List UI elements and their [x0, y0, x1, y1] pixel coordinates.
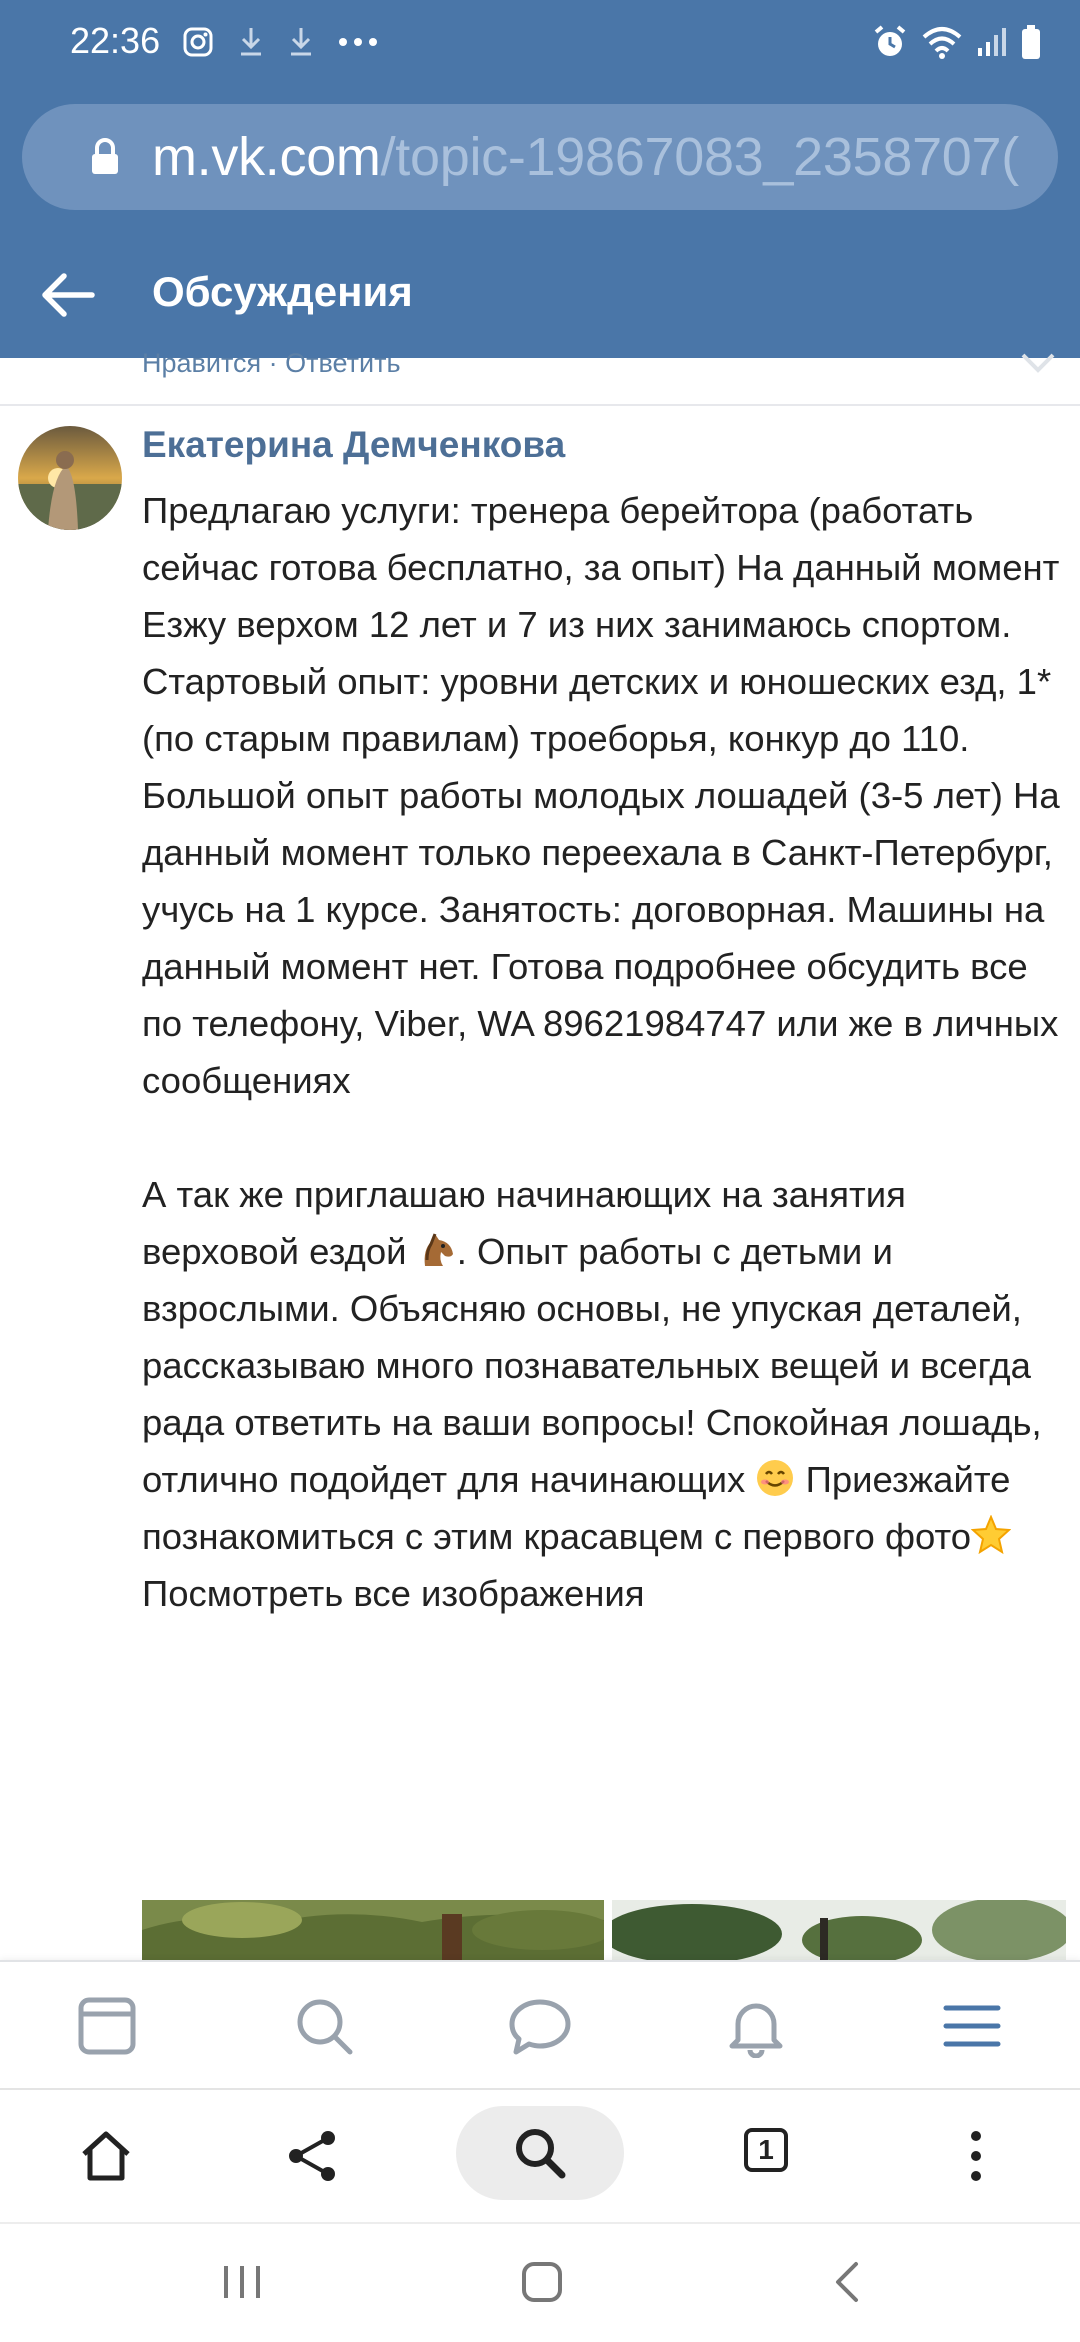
system-navigation-bar — [0, 2222, 1080, 2342]
tabs-button[interactable]: 1 — [744, 2128, 788, 2172]
notifications-bell-icon[interactable] — [724, 1994, 788, 2058]
see-all-images-link[interactable]: Посмотреть все изображения — [142, 1573, 645, 1614]
menu-icon[interactable] — [940, 1994, 1004, 2058]
system-back-icon[interactable] — [818, 2252, 878, 2312]
post-author[interactable]: Екатерина Демченкова — [142, 424, 566, 465]
horse-icon — [417, 1230, 457, 1270]
post-photo[interactable] — [142, 1900, 604, 1960]
post-text — [142, 482, 1070, 1622]
vk-tab-bar — [0, 1960, 1080, 2088]
status-time: 22:36 — [70, 20, 161, 61]
search-icon[interactable] — [292, 1994, 356, 2058]
instagram-icon — [182, 26, 214, 58]
post-text-part: А так же приглашаю начинающих на занятия верховой ездой — [142, 1174, 917, 1272]
url-text[interactable] — [152, 124, 1019, 190]
browser-bottom-bar — [0, 2088, 1080, 2222]
home-button-icon[interactable] — [512, 2252, 572, 2312]
star-icon — [971, 1515, 1011, 1555]
more-notifications-icon — [338, 37, 378, 47]
url-path: /topic-19867083_2358707( — [380, 127, 1019, 187]
share-icon[interactable] — [282, 2126, 342, 2186]
status-bar — [0, 0, 1080, 84]
alarm-icon — [872, 24, 908, 60]
vk-header — [0, 232, 1080, 358]
search-icon — [510, 2123, 570, 2183]
home-icon[interactable] — [76, 2126, 136, 2186]
smiling-face-icon — [755, 1458, 795, 1498]
page-title: Обсуждения — [152, 268, 413, 315]
download-icon — [238, 26, 264, 58]
post-photo[interactable] — [612, 1900, 1066, 1960]
back-arrow-icon[interactable] — [34, 262, 100, 328]
post-paragraph — [142, 1166, 1062, 1565]
download-icon-2 — [288, 26, 314, 58]
system-status-icons — [872, 20, 1042, 64]
post-paragraph: Предлагаю услуги: тренера берейтора (работать сейчас готова бесплатно, за опыт) На данный момент Езжу верхом 12 лет и 7 из них занимаюсь спортом. Стартовый опыт: уровни детских и юношеских езд, 1* (по старым правилам) троеборья, конкур до 110. Большой опыт работы молодых лошадей (3-5 лет) На данный момент только переехала в Санкт-Петербург, учусь на 1 курсе. Занятость: договорная. Машины на данный момент нет. Готова подробнее обсудить все по телефону, Viber, WA 89621984747 или же в личных сообщениях — [142, 490, 1070, 1101]
chevron-down-icon[interactable] — [1020, 352, 1056, 374]
messages-icon[interactable] — [508, 1994, 572, 2058]
divider — [0, 404, 1080, 406]
notification-icons — [182, 18, 378, 66]
address-bar[interactable] — [22, 104, 1058, 210]
avatar[interactable] — [18, 426, 122, 530]
browser-search-button[interactable] — [456, 2106, 624, 2200]
post-text-part: . Опыт работы с детьми и взрослыми. Объясняю основы, не упуская деталей, рассказываю много познавательных вещей и всегда рада ответить на ваши вопросы! Спокойная лошадь, отлично подойдет для начинающих — [142, 1231, 1052, 1500]
battery-icon — [1020, 24, 1042, 60]
signal-icon — [976, 26, 1006, 58]
news-feed-icon[interactable] — [75, 1994, 139, 2058]
recent-apps-icon[interactable] — [212, 2252, 272, 2312]
post-text-part: Приезжайте познакомиться с этим красавцем с первого фото — [142, 1459, 1021, 1557]
lock-icon — [90, 138, 120, 176]
url-host: m.vk.com — [152, 127, 381, 187]
wifi-icon — [922, 25, 962, 59]
comment-actions[interactable]: Нравится · Ответить — [142, 348, 401, 378]
more-options-icon[interactable] — [946, 2126, 1006, 2186]
